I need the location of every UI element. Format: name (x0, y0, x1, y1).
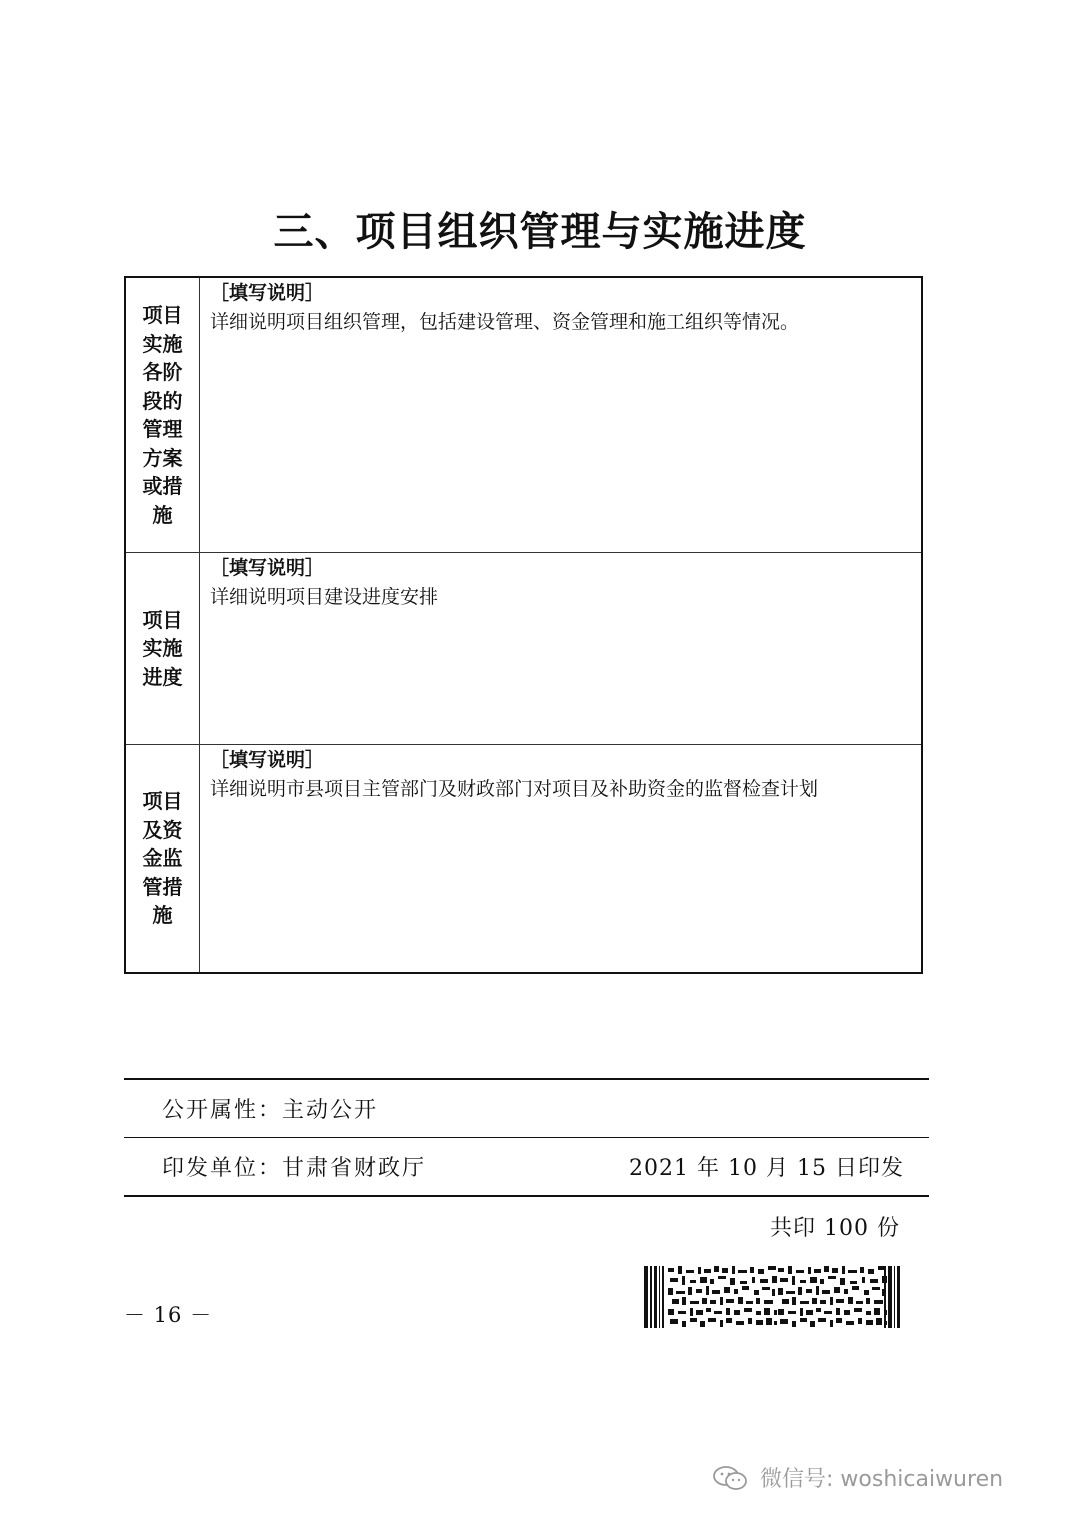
wechat-watermark (712, 1462, 1003, 1493)
fill-instructions-heading: ［填写说明］ (210, 749, 325, 771)
table-row (126, 744, 921, 972)
row-content-cell (210, 747, 911, 805)
fill-instructions-text: 详细说明项目组织管理，包括建设管理、资金管理和施工组织等情况。 (210, 311, 800, 333)
fill-instructions-heading: ［填写说明］ (210, 282, 325, 304)
row-label: 项目实施进度 (142, 607, 183, 689)
footer-rule-bottom (124, 1195, 929, 1197)
footer-rule-top (124, 1078, 929, 1080)
wechat-icon (712, 1465, 748, 1491)
disclosure-attribute: 公开属性：主动公开 (162, 1098, 379, 1123)
issue-date: 2021 年 10 月 15 日印发 (629, 1156, 904, 1181)
fill-instructions-text: 详细说明市县项目主管部门及财政部门对项目及补助资金的监督检查计划 (210, 778, 819, 800)
table-row (126, 552, 921, 744)
row-label-cell (126, 745, 200, 972)
fill-instructions-heading: ［填写说明］ (210, 557, 325, 579)
page-title: 三、项目组织管理与实施进度 (273, 209, 807, 255)
watermark-text: 微信号: woshicaiwuren (760, 1467, 1004, 1492)
barcode-image (644, 1266, 900, 1328)
print-copies: 共印 100 份 (770, 1216, 900, 1241)
row-label-cell (126, 553, 200, 744)
form-table (124, 276, 923, 974)
row-label: 项目及资金监管措施 (142, 789, 183, 928)
fill-instructions-text: 详细说明项目建设进度安排 (210, 586, 439, 608)
row-content-cell (210, 555, 911, 613)
issuing-unit: 印发单位：甘肃省财政厅 (162, 1156, 427, 1181)
row-label-cell (126, 278, 200, 552)
footer-rule-middle (124, 1137, 929, 1138)
row-content-cell (210, 280, 911, 338)
table-row (126, 278, 921, 552)
row-label: 项目实施各阶段的管理方案或措施 (142, 303, 183, 527)
page-number: － 16 － (124, 1303, 213, 1327)
